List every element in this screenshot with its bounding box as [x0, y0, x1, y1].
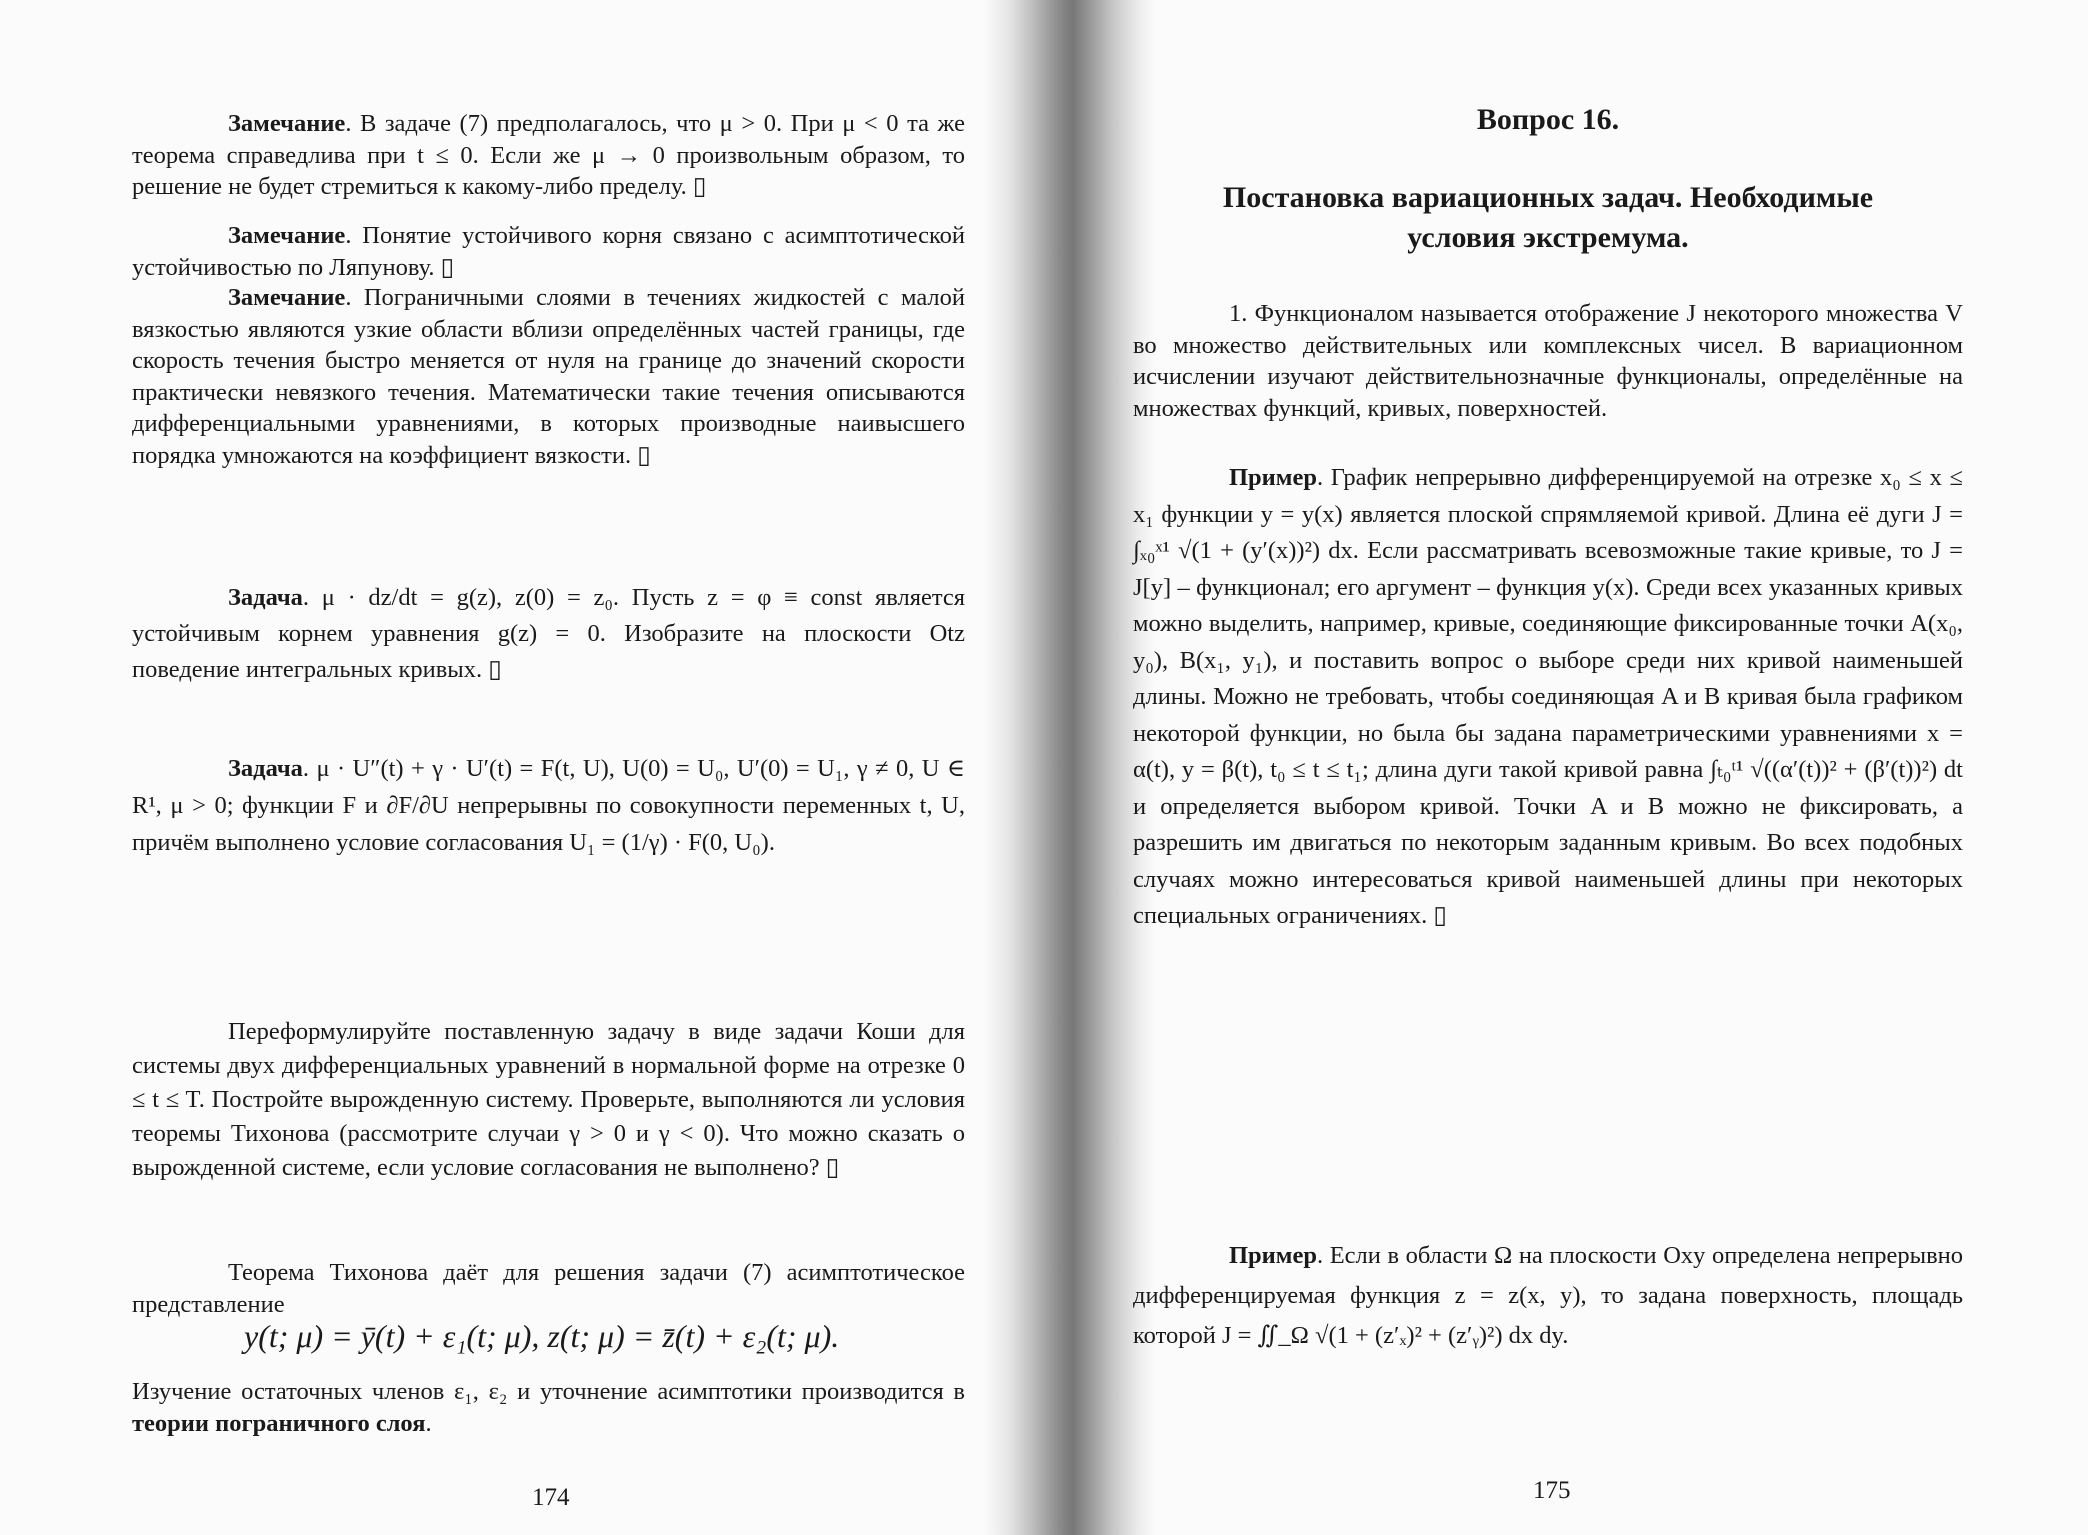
remark-2-text: . Понятие устойчивого корня связано с асимптотической устойчивостью по Ляпунову. ▯	[132, 222, 965, 281]
remark-2	[132, 220, 965, 283]
functional-definition-text: 1. Функционалом называется отображение J некоторого множества V во множество действительных или комплексных чисел. В вариационном исчислении изучают действительнозначные функционалы, определённые на множествах функций, кривых, поверхностей.	[1133, 300, 1963, 422]
reformulate-paragraph	[132, 1015, 965, 1185]
section-title-line-2: условия экстремума.	[1407, 221, 1689, 254]
remark-1-lead: Замечание	[228, 110, 346, 137]
example-1	[1133, 460, 1963, 935]
example-1-text: . График непрерывно дифференцируемой на отрезке x₀ ≤ x ≤ x₁ функции y = y(x) является плоской спрямляемой кривой. Длина её дуги J = ∫ₓ₀ˣ¹ √(1 + (y′(x))²) dx. Если рассматривать всевозможные такие кривые, то J = J[y] – функционал; его аргумент – функция y(x). Среди всех указанных кривых можно выделить, например, кривые, соединяющие фиксированные точки A(x₀, y₀), B(x₁, y₁), и поставить вопрос о выборе среди них кривой наименьшей длины. Можно не требовать, чтобы соединяющая A и B кривая была графиком некоторой функции, но была бы задана параметрическими уравнениями x = α(t), y = β(t), t₀ ≤ t ≤ t₁; длина дуги такой кривой равна ∫ₜ₀ᵗ¹ √((α′(t))² + (β′(t))²) dt и определяется выбором кривой. Точки A и B можно не фиксировать, а разрешить им двигаться по некоторым заданным кривым. Во всех подобных случаях можно интересоваться кривой наименьшей длины при некоторых специальных ограничениях. ▯	[1133, 464, 1963, 929]
boundary-layer-paragraph	[132, 1376, 965, 1439]
tikhonov-paragraph	[132, 1257, 965, 1320]
page-174	[132, 0, 965, 1535]
boundary-layer-text: Изучение остаточных членов ε₁, ε₂ и уточнение асимптотики производится в	[132, 1378, 965, 1405]
task-1-lead: Задача	[228, 584, 303, 611]
reformulate-text: Переформулируйте поставленную задачу в виде задачи Коши для системы двух дифференциальных уравнений в нормальной форме на отрезке 0 ≤ t ≤ T. Постройте вырожденную систему. Проверьте, выполняются ли условия теоремы Тихонова (рассмотрите случаи γ > 0 и γ < 0). Что можно сказать о вырожденной системе, если условие согласования не выполнено? ▯	[132, 1018, 965, 1181]
task-1	[132, 580, 965, 688]
section-title-line-1: Постановка вариационных задач. Необходимые	[1222, 181, 1874, 214]
page-number-175: 175	[1533, 1477, 1571, 1504]
task-1-text: . μ · dz/dt = g(z), z(0) = z₀. Пусть z = φ ≡ const является устойчивым корнем уравнения g(z) = 0. Изобразите на плоскости Otz поведение интегральных кривых. ▯	[132, 584, 965, 683]
tikhonov-text: Теорема Тихонова даёт для решения задачи (7) асимптотическое представление	[132, 1259, 965, 1318]
functional-definition	[1133, 298, 1963, 424]
task-2-lead: Задача	[228, 755, 303, 782]
remark-3-lead: Замечание	[228, 284, 346, 311]
remark-1	[132, 108, 965, 203]
remark-3-text: . Пограничными слоями в течениях жидкостей с малой вязкостью являются узкие области вблизи определённых частей границы, где скорость течения быстро меняется от нуля на границе до значений скорости практически невязкого течения. Математически такие течения описываются дифференциальными уравнениями, в которых производные наивысшего порядка умножаются на коэффициент вязкости. ▯	[132, 284, 965, 469]
asymptotic-formula: y(t; μ) = ȳ(t) + ε₁(t; μ), z(t; μ) = z̄(t) + ε₂(t; μ).	[244, 1318, 840, 1354]
book-gutter-shadow	[985, 0, 1155, 1535]
boundary-layer-bold: теории пограничного слоя	[132, 1409, 426, 1437]
question-heading: Вопрос 16.	[1476, 103, 1620, 136]
task-2-text: . μ · U″(t) + γ · U′(t) = F(t, U), U(0) = U₀, U′(0) = U₁, γ ≠ 0, U ∈ R¹, μ > 0; функции F и ∂F/∂U непрерывны по совокупности переменных t, U, причём выполнено условие согласования U₁ = (1/γ) · F(0, U₀).	[132, 755, 965, 856]
example-2	[1133, 1236, 1963, 1356]
boundary-layer-tail: .	[425, 1409, 432, 1437]
example-1-lead: Пример	[1229, 464, 1317, 491]
page-number-174: 174	[532, 1484, 570, 1511]
remark-2-lead: Замечание	[228, 222, 346, 249]
task-2	[132, 750, 965, 861]
remark-3	[132, 282, 965, 471]
example-2-text: . Если в области Ω на плоскости Oxy определена непрерывно дифференцируемая функция z = z(x, y), то задана поверхность, площадь которой J = ∬_Ω √(1 + (z′ₓ)² + (z′ᵧ)²) dx dy.	[1133, 1242, 1963, 1349]
remark-1-text: . В задаче (7) предполагалось, что μ > 0. При μ < 0 та же теорема справедлива при t ≤ 0. Если же μ → 0 произвольным образом, то решение не будет стремиться к какому-либо пределу. ▯	[132, 110, 965, 200]
page-175	[1133, 0, 1963, 1535]
example-2-lead: Пример	[1229, 1242, 1317, 1269]
